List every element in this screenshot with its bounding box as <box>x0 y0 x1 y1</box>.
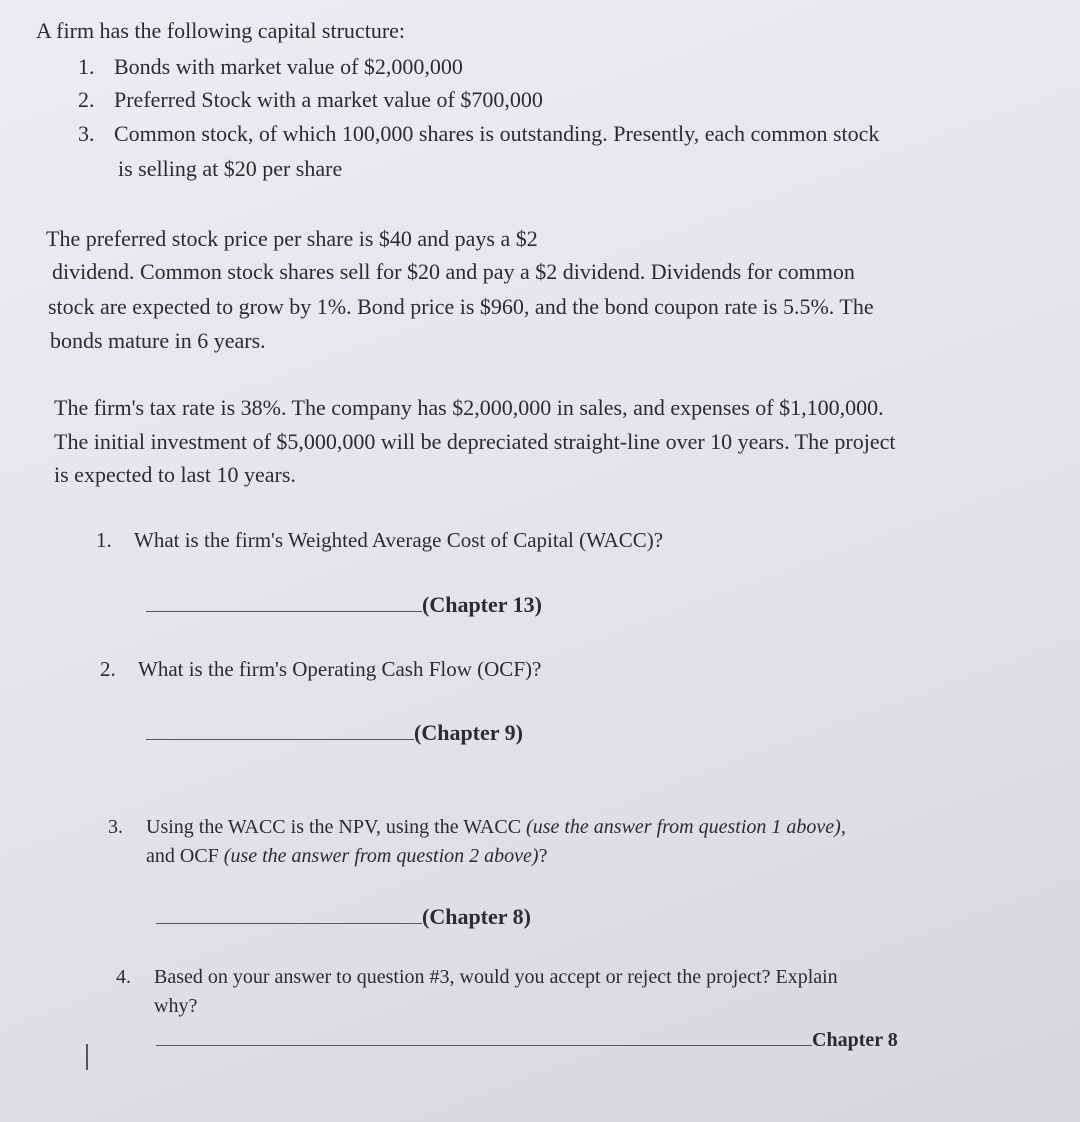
question-number: 1. <box>96 528 112 552</box>
chapter-ref: (Chapter 8) <box>422 904 531 929</box>
question-mark: ? <box>538 845 548 867</box>
intro-text: A firm has the following capital structure: <box>36 18 406 43</box>
answer-line-2 <box>146 720 523 746</box>
question-text: What is the firm's Weighted Average Cost of Capital (WACC)? <box>134 528 664 552</box>
answer-line-4 <box>156 1026 898 1053</box>
paragraph1-line3: stock are expected to grow by 1%. Bond price is $960, and the bond coupon rate is 5.5%. The <box>48 294 874 319</box>
chapter-ref: (Chapter 13) <box>422 592 542 617</box>
paragraph1-line2: dividend. Common stock shares sell for $20 and pay a $2 dividend. Dividends for common <box>52 259 855 284</box>
answer-blank[interactable] <box>156 905 422 924</box>
structure-item-3 <box>78 121 879 147</box>
paragraph1-line1: The preferred stock price per share is $40 and pays a $2 <box>46 226 538 251</box>
question-2 <box>100 656 541 682</box>
question-number: 3. <box>108 816 123 838</box>
structure-item-2 <box>78 87 543 113</box>
item-number: 1. <box>78 54 95 79</box>
item-text: Common stock, of which 100,000 shares is outstanding. Presently, each common stock <box>114 121 880 146</box>
answer-blank[interactable] <box>146 593 422 612</box>
answer-blank[interactable] <box>146 721 414 740</box>
question-number: 2. <box>100 657 116 681</box>
question-note: (use the answer from question 1 above), <box>526 816 846 838</box>
structure-item-1 <box>78 54 463 80</box>
question-note: (use the answer from question 2 above) <box>223 845 539 867</box>
question-3 <box>108 814 846 840</box>
question-number: 4. <box>116 966 131 988</box>
paragraph2-line3: is expected to last 10 years. <box>54 462 296 487</box>
paragraph2-line1: The firm's tax rate is 38%. The company has $2,000,000 in sales, and expenses of $1,100,000. <box>54 395 884 420</box>
question-4 <box>116 964 838 990</box>
chapter-ref: Chapter 8 <box>812 1029 898 1051</box>
question-text: What is the firm's Operating Cash Flow (OCF)? <box>138 657 542 681</box>
paragraph2-line2: The initial investment of $5,000,000 will be depreciated straight-line over 10 years. The project <box>54 429 896 454</box>
question-text: Based on your answer to question #3, would you accept or reject the project? Explain <box>154 966 838 988</box>
question-text: and OCF <box>146 845 224 867</box>
text-cursor <box>86 1044 88 1070</box>
item-number: 2. <box>78 87 95 112</box>
structure-item-3-continued <box>118 156 342 182</box>
item-text: Bonds with market value of $2,000,000 <box>114 54 463 79</box>
answer-blank[interactable] <box>156 1027 812 1046</box>
answer-line-3 <box>156 904 531 930</box>
item-text: is selling at $20 per share <box>118 156 343 181</box>
question-text: Using the WACC is the NPV, using the WACC <box>146 816 527 838</box>
question-1 <box>96 527 663 553</box>
paragraph1-line4: bonds mature in 6 years. <box>50 328 266 353</box>
item-number: 3. <box>78 121 95 146</box>
question-3-continued <box>146 843 547 869</box>
answer-line-1 <box>146 592 542 618</box>
question-4-continued: why? <box>154 995 198 1017</box>
chapter-ref: (Chapter 9) <box>414 720 523 745</box>
item-text: Preferred Stock with a market value of $700,000 <box>114 87 543 112</box>
